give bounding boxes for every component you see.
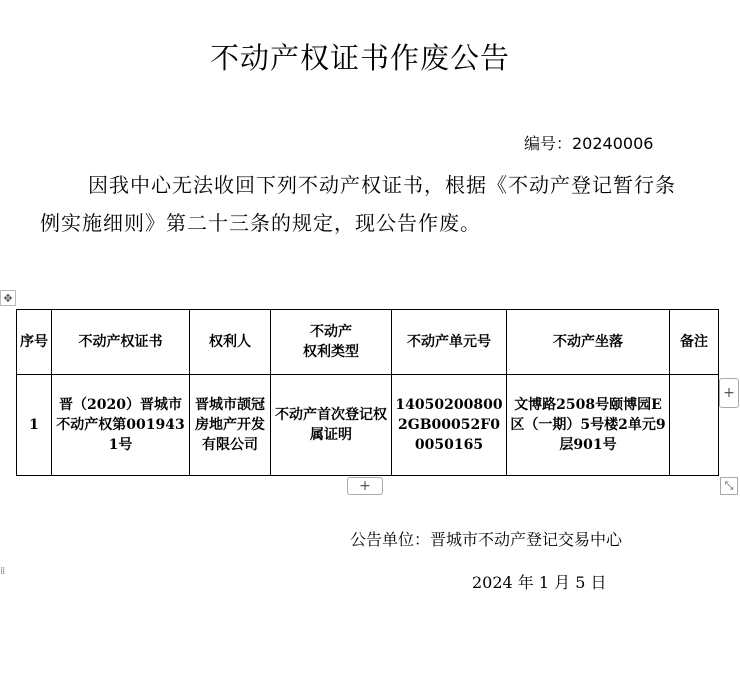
cell-owner[interactable]: 晋城市颉冠房地产开发有限公司 [190,375,271,476]
voided-certificates-table [16,309,719,476]
table-row [17,375,719,476]
header-unit[interactable]: 不动产单元号 [392,310,507,375]
cell-unit[interactable]: 140502008002GB00052F00050165 [392,375,507,476]
table-header-row [17,310,719,375]
cell-seq[interactable]: 1 [17,375,52,476]
announcement-paragraph: 因我中心无法收回下列不动产权证书，根据《不动产登记暂行条例实施细则》第二十三条的规定，现公告作废。 [40,173,676,235]
header-seq[interactable]: 序号 [17,310,52,375]
cell-right-type[interactable]: 不动产首次登记权属证明 [271,375,392,476]
add-column-button[interactable]: + [719,378,739,408]
header-location[interactable]: 不动产坐落 [507,310,670,375]
document-number: 编号：20240006 [524,134,654,153]
table-move-icon[interactable]: ✥ [0,290,16,306]
table-resize-icon[interactable]: ⤡ [720,477,738,495]
header-right-type[interactable] [271,310,392,375]
header-owner[interactable]: 权利人 [190,310,271,375]
header-right-type-line1: 不动产 [310,324,352,340]
drag-handle-icon[interactable]: ⁞⁞ [0,566,5,577]
header-note[interactable]: 备注 [670,310,719,375]
header-cert[interactable]: 不动产权证书 [52,310,190,375]
cell-location[interactable]: 文博路2508号颐博园E区（一期）5号楼2单元9层901号 [507,375,670,476]
cell-cert[interactable]: 晋（2020）晋城市不动产权第0019431号 [52,375,190,476]
issuer-line: 公告单位：晋城市不动产登记交易中心 [350,530,623,549]
header-right-type-line2: 权利类型 [303,344,359,360]
announcement-date: 2024 年 1 月 5 日 [472,573,607,592]
cell-note[interactable] [670,375,719,476]
add-row-button[interactable]: + [347,477,383,495]
page-title: 不动产权证书作废公告 [209,41,510,75]
